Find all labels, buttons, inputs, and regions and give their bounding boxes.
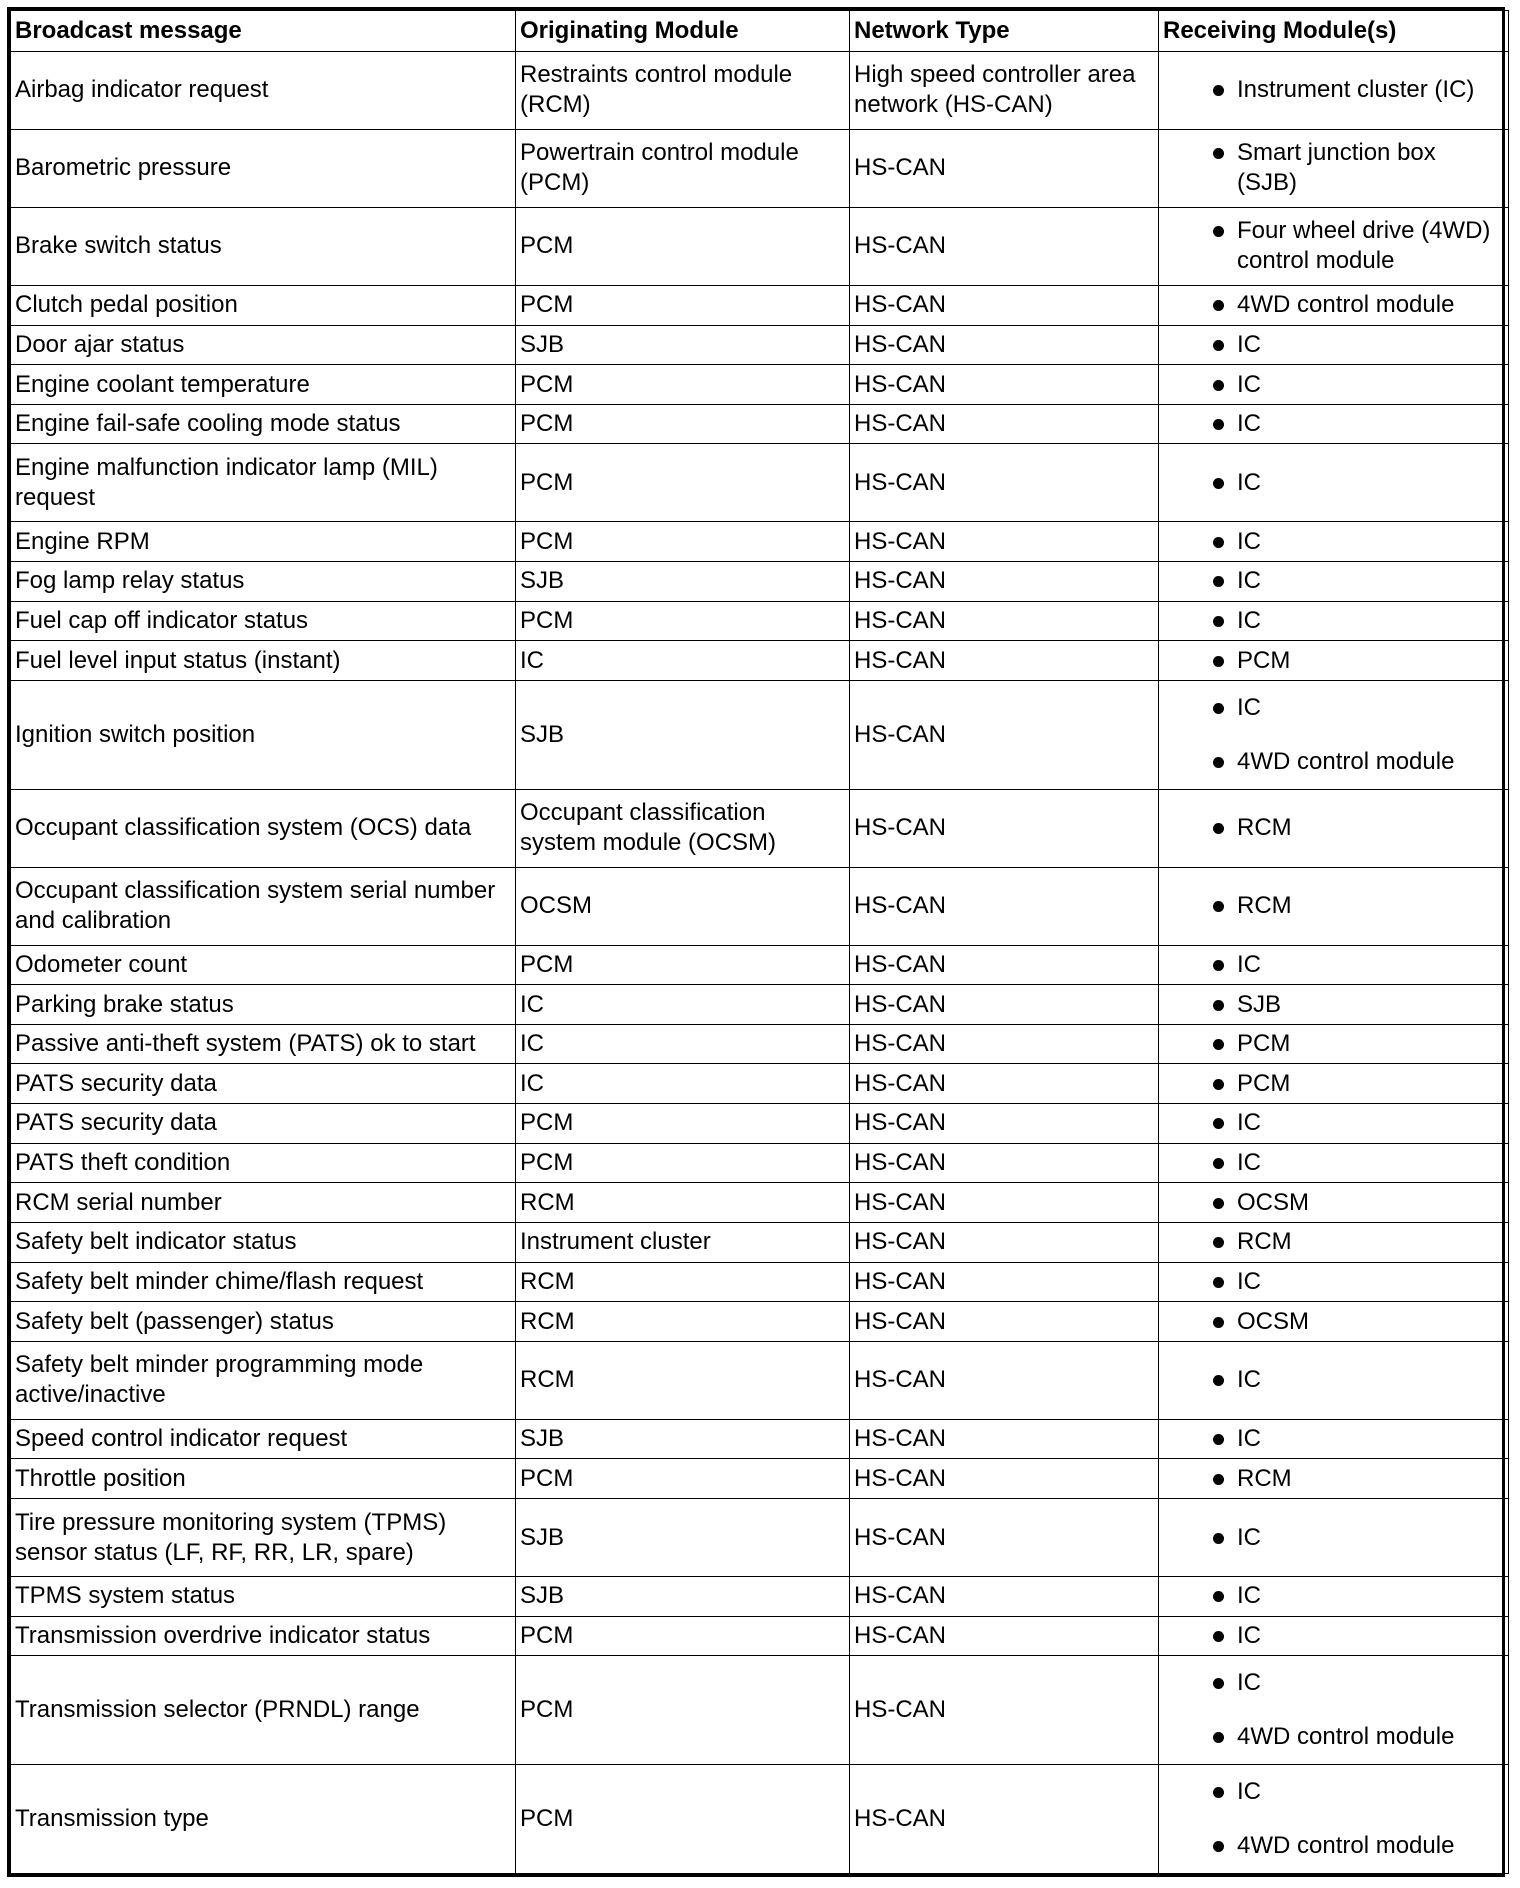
receiving-modules-list	[1163, 468, 1502, 498]
broadcast-message-cell: Engine malfunction indicator lamp (MIL) request	[11, 444, 516, 522]
receiving-module-item: OCSM	[1163, 1307, 1502, 1337]
network-type-cell: HS-CAN	[850, 325, 1159, 365]
receiving-modules-cell	[1159, 601, 1509, 641]
table-row	[11, 1024, 1509, 1064]
receiving-modules-cell	[1159, 129, 1509, 207]
originating-module-cell: Restraints control module (RCM)	[516, 52, 850, 130]
receiving-module-item: IC	[1163, 1581, 1502, 1611]
network-type-cell: HS-CAN	[850, 1183, 1159, 1223]
originating-module-cell: SJB	[516, 325, 850, 365]
broadcast-message-cell: Barometric pressure	[11, 129, 516, 207]
network-type-cell: HS-CAN	[850, 601, 1159, 641]
originating-module-cell: SJB	[516, 1577, 850, 1617]
receiving-modules-cell	[1159, 404, 1509, 444]
receiving-module-item: IC	[1163, 468, 1502, 498]
receiving-modules-cell	[1159, 285, 1509, 325]
broadcast-message-cell: Ignition switch position	[11, 680, 516, 789]
table-row	[11, 562, 1509, 602]
table-row	[11, 1262, 1509, 1302]
originating-module-cell: RCM	[516, 1183, 850, 1223]
network-type-cell: HS-CAN	[850, 1499, 1159, 1577]
receiving-modules-list	[1163, 1148, 1502, 1178]
network-type-cell: HS-CAN	[850, 404, 1159, 444]
table-row	[11, 1616, 1509, 1656]
broadcast-message-cell: Airbag indicator request	[11, 52, 516, 130]
broadcast-message-cell: Engine fail-safe cooling mode status	[11, 404, 516, 444]
receiving-module-item: IC	[1163, 693, 1502, 723]
originating-module-cell: PCM	[516, 522, 850, 562]
originating-module-cell: PCM	[516, 1616, 850, 1656]
receiving-module-item: RCM	[1163, 1464, 1502, 1494]
receiving-module-item: IC	[1163, 566, 1502, 596]
receiving-modules-list	[1163, 1424, 1502, 1454]
receiving-modules-cell	[1159, 1302, 1509, 1342]
originating-module-cell: PCM	[516, 207, 850, 285]
receiving-modules-list	[1163, 1523, 1502, 1553]
receiving-modules-cell	[1159, 680, 1509, 789]
network-type-cell: HS-CAN	[850, 1764, 1159, 1873]
network-type-cell: HS-CAN	[850, 1222, 1159, 1262]
receiving-module-item: Four wheel drive (4WD) control module	[1163, 216, 1502, 276]
receiving-modules-list	[1163, 990, 1502, 1020]
network-type-cell: HS-CAN	[850, 641, 1159, 681]
table-row	[11, 680, 1509, 789]
table-row	[11, 1183, 1509, 1223]
receiving-modules-list	[1163, 1777, 1502, 1861]
network-type-cell: HS-CAN	[850, 207, 1159, 285]
receiving-modules-cell	[1159, 867, 1509, 945]
receiving-module-item: IC	[1163, 606, 1502, 636]
originating-module-cell: IC	[516, 985, 850, 1025]
broadcast-message-cell: Odometer count	[11, 945, 516, 985]
table-row	[11, 1104, 1509, 1144]
broadcast-message-cell: Fuel level input status (instant)	[11, 641, 516, 681]
table-row	[11, 1499, 1509, 1577]
receiving-modules-cell	[1159, 444, 1509, 522]
originating-module-cell: SJB	[516, 680, 850, 789]
table-row	[11, 522, 1509, 562]
receiving-modules-cell	[1159, 1577, 1509, 1617]
receiving-module-item: SJB	[1163, 990, 1502, 1020]
table-row	[11, 1064, 1509, 1104]
network-type-cell: HS-CAN	[850, 1459, 1159, 1499]
originating-module-cell: SJB	[516, 1499, 850, 1577]
originating-module-cell: PCM	[516, 285, 850, 325]
broadcast-message-cell: Transmission selector (PRNDL) range	[11, 1656, 516, 1765]
broadcast-message-cell: Tire pressure monitoring system (TPMS) sensor status (LF, RF, RR, LR, spare)	[11, 1499, 516, 1577]
receiving-modules-cell	[1159, 1341, 1509, 1419]
receiving-modules-list	[1163, 1029, 1502, 1059]
table-row	[11, 285, 1509, 325]
receiving-modules-cell	[1159, 52, 1509, 130]
broadcast-message-cell: Safety belt minder chime/flash request	[11, 1262, 516, 1302]
table-row	[11, 365, 1509, 405]
table-row	[11, 789, 1509, 867]
receiving-modules-cell	[1159, 522, 1509, 562]
receiving-modules-list	[1163, 1267, 1502, 1297]
receiving-modules-cell	[1159, 1616, 1509, 1656]
receiving-module-item: IC	[1163, 1424, 1502, 1454]
receiving-module-item: IC	[1163, 950, 1502, 980]
receiving-modules-cell	[1159, 1499, 1509, 1577]
broadcast-message-cell: Parking brake status	[11, 985, 516, 1025]
receiving-module-item: 4WD control module	[1163, 747, 1502, 777]
network-type-cell: HS-CAN	[850, 1341, 1159, 1419]
receiving-module-item: 4WD control module	[1163, 1722, 1502, 1752]
table-row	[11, 1143, 1509, 1183]
broadcast-message-cell: Transmission overdrive indicator status	[11, 1616, 516, 1656]
broadcast-message-cell: Brake switch status	[11, 207, 516, 285]
table-row	[11, 867, 1509, 945]
broadcast-message-cell: Speed control indicator request	[11, 1419, 516, 1459]
network-type-cell: HS-CAN	[850, 867, 1159, 945]
table-row	[11, 129, 1509, 207]
receiving-module-item: RCM	[1163, 891, 1502, 921]
receiving-module-item: PCM	[1163, 1029, 1502, 1059]
receiving-modules-list	[1163, 1069, 1502, 1099]
broadcast-message-cell: Occupant classification system (OCS) data	[11, 789, 516, 867]
receiving-module-item: IC	[1163, 330, 1502, 360]
receiving-module-item: IC	[1163, 1523, 1502, 1553]
header-network-type: Network Type	[850, 11, 1159, 52]
originating-module-cell: RCM	[516, 1341, 850, 1419]
receiving-module-item: IC	[1163, 1267, 1502, 1297]
network-type-cell: High speed controller area network (HS-CAN)	[850, 52, 1159, 130]
receiving-modules-list	[1163, 813, 1502, 843]
receiving-modules-list	[1163, 290, 1502, 320]
receiving-modules-cell	[1159, 1143, 1509, 1183]
receiving-modules-cell	[1159, 1024, 1509, 1064]
receiving-module-item: Smart junction box (SJB)	[1163, 138, 1502, 198]
originating-module-cell: RCM	[516, 1302, 850, 1342]
header-originating-module: Originating Module	[516, 11, 850, 52]
receiving-modules-cell	[1159, 562, 1509, 602]
receiving-modules-cell	[1159, 1222, 1509, 1262]
table-row	[11, 325, 1509, 365]
receiving-modules-list	[1163, 216, 1502, 276]
network-type-cell: HS-CAN	[850, 1577, 1159, 1617]
network-type-cell: HS-CAN	[850, 1419, 1159, 1459]
receiving-module-item: IC	[1163, 1621, 1502, 1651]
broadcast-message-document	[7, 7, 1505, 1877]
broadcast-message-cell: PATS security data	[11, 1104, 516, 1144]
originating-module-cell: PCM	[516, 1764, 850, 1873]
receiving-modules-list	[1163, 950, 1502, 980]
table-row	[11, 1222, 1509, 1262]
broadcast-message-cell: Engine coolant temperature	[11, 365, 516, 405]
receiving-module-item: OCSM	[1163, 1188, 1502, 1218]
network-type-cell: HS-CAN	[850, 129, 1159, 207]
broadcast-message-cell: Throttle position	[11, 1459, 516, 1499]
receiving-modules-list	[1163, 891, 1502, 921]
table-row	[11, 945, 1509, 985]
broadcast-message-cell: Fuel cap off indicator status	[11, 601, 516, 641]
broadcast-message-cell: Door ajar status	[11, 325, 516, 365]
receiving-module-item: Instrument cluster (IC)	[1163, 75, 1502, 105]
originating-module-cell: IC	[516, 1064, 850, 1104]
receiving-modules-cell	[1159, 1104, 1509, 1144]
network-type-cell: HS-CAN	[850, 1302, 1159, 1342]
originating-module-cell: PCM	[516, 1459, 850, 1499]
receiving-modules-cell	[1159, 365, 1509, 405]
receiving-modules-list	[1163, 1227, 1502, 1257]
receiving-module-item: IC	[1163, 1668, 1502, 1698]
network-type-cell: HS-CAN	[850, 365, 1159, 405]
broadcast-message-cell: RCM serial number	[11, 1183, 516, 1223]
table-row	[11, 1577, 1509, 1617]
network-type-cell: HS-CAN	[850, 522, 1159, 562]
receiving-modules-list	[1163, 138, 1502, 198]
broadcast-message-cell: Safety belt (passenger) status	[11, 1302, 516, 1342]
broadcast-message-cell: Engine RPM	[11, 522, 516, 562]
network-type-cell: HS-CAN	[850, 444, 1159, 522]
receiving-module-item: RCM	[1163, 1227, 1502, 1257]
receiving-modules-cell	[1159, 1183, 1509, 1223]
receiving-modules-cell	[1159, 1459, 1509, 1499]
network-type-cell: HS-CAN	[850, 285, 1159, 325]
table-row	[11, 1459, 1509, 1499]
table-row	[11, 444, 1509, 522]
table-row	[11, 641, 1509, 681]
originating-module-cell: PCM	[516, 444, 850, 522]
originating-module-cell: PCM	[516, 1104, 850, 1144]
broadcast-message-cell: PATS theft condition	[11, 1143, 516, 1183]
network-type-cell: HS-CAN	[850, 985, 1159, 1025]
receiving-modules-cell	[1159, 1262, 1509, 1302]
originating-module-cell: OCSM	[516, 867, 850, 945]
originating-module-cell: PCM	[516, 601, 850, 641]
receiving-module-item: IC	[1163, 527, 1502, 557]
broadcast-message-cell: Passive anti-theft system (PATS) ok to start	[11, 1024, 516, 1064]
broadcast-message-cell: Clutch pedal position	[11, 285, 516, 325]
receiving-modules-list	[1163, 1188, 1502, 1218]
originating-module-cell: Occupant classification system module (OCSM)	[516, 789, 850, 867]
receiving-modules-list	[1163, 527, 1502, 557]
receiving-module-item: 4WD control module	[1163, 290, 1502, 320]
receiving-modules-cell	[1159, 325, 1509, 365]
receiving-modules-list	[1163, 1621, 1502, 1651]
receiving-modules-list	[1163, 75, 1502, 105]
receiving-module-item: PCM	[1163, 646, 1502, 676]
receiving-modules-list	[1163, 606, 1502, 636]
network-type-cell: HS-CAN	[850, 1024, 1159, 1064]
broadcast-message-cell: Safety belt minder programming mode active/inactive	[11, 1341, 516, 1419]
originating-module-cell: PCM	[516, 1143, 850, 1183]
receiving-module-item: IC	[1163, 1108, 1502, 1138]
receiving-modules-list	[1163, 370, 1502, 400]
header-row	[11, 11, 1509, 52]
table-row	[11, 1656, 1509, 1765]
network-type-cell: HS-CAN	[850, 1262, 1159, 1302]
receiving-modules-list	[1163, 1581, 1502, 1611]
originating-module-cell: PCM	[516, 404, 850, 444]
receiving-module-item: PCM	[1163, 1069, 1502, 1099]
receiving-modules-list	[1163, 1464, 1502, 1494]
receiving-module-item: 4WD control module	[1163, 1831, 1502, 1861]
originating-module-cell: PCM	[516, 1656, 850, 1765]
receiving-module-item: IC	[1163, 1365, 1502, 1395]
receiving-modules-list	[1163, 1108, 1502, 1138]
receiving-modules-list	[1163, 1365, 1502, 1395]
network-type-cell: HS-CAN	[850, 680, 1159, 789]
receiving-module-item: IC	[1163, 409, 1502, 439]
receiving-modules-cell	[1159, 1764, 1509, 1873]
network-type-cell: HS-CAN	[850, 1656, 1159, 1765]
originating-module-cell: PCM	[516, 365, 850, 405]
receiving-modules-list	[1163, 646, 1502, 676]
broadcast-message-cell: Safety belt indicator status	[11, 1222, 516, 1262]
table-row	[11, 1764, 1509, 1873]
receiving-modules-cell	[1159, 1064, 1509, 1104]
receiving-modules-list	[1163, 1668, 1502, 1752]
broadcast-message-table	[10, 10, 1509, 1874]
table-row	[11, 52, 1509, 130]
originating-module-cell: RCM	[516, 1262, 850, 1302]
receiving-modules-list	[1163, 330, 1502, 360]
receiving-modules-list	[1163, 566, 1502, 596]
table-row	[11, 601, 1509, 641]
receiving-module-item: IC	[1163, 1148, 1502, 1178]
receiving-modules-cell	[1159, 641, 1509, 681]
network-type-cell: HS-CAN	[850, 1143, 1159, 1183]
network-type-cell: HS-CAN	[850, 1064, 1159, 1104]
receiving-modules-list	[1163, 409, 1502, 439]
broadcast-message-cell: PATS security data	[11, 1064, 516, 1104]
originating-module-cell: PCM	[516, 945, 850, 985]
receiving-module-item: IC	[1163, 370, 1502, 400]
network-type-cell: HS-CAN	[850, 1616, 1159, 1656]
table-row	[11, 1419, 1509, 1459]
network-type-cell: HS-CAN	[850, 562, 1159, 602]
network-type-cell: HS-CAN	[850, 1104, 1159, 1144]
broadcast-message-cell: Fog lamp relay status	[11, 562, 516, 602]
receiving-module-item: IC	[1163, 1777, 1502, 1807]
originating-module-cell: Instrument cluster	[516, 1222, 850, 1262]
table-row	[11, 207, 1509, 285]
table-row	[11, 1341, 1509, 1419]
broadcast-message-cell: Transmission type	[11, 1764, 516, 1873]
originating-module-cell: SJB	[516, 1419, 850, 1459]
table-row	[11, 985, 1509, 1025]
header-receiving-modules: Receiving Module(s)	[1159, 11, 1509, 52]
table-row	[11, 1302, 1509, 1342]
broadcast-message-cell: TPMS system status	[11, 1577, 516, 1617]
originating-module-cell: IC	[516, 1024, 850, 1064]
originating-module-cell: Powertrain control module (PCM)	[516, 129, 850, 207]
receiving-modules-cell	[1159, 1656, 1509, 1765]
receiving-modules-cell	[1159, 1419, 1509, 1459]
network-type-cell: HS-CAN	[850, 945, 1159, 985]
receiving-modules-list	[1163, 693, 1502, 777]
receiving-modules-list	[1163, 1307, 1502, 1337]
originating-module-cell: IC	[516, 641, 850, 681]
broadcast-message-cell: Occupant classification system serial number and calibration	[11, 867, 516, 945]
table-row	[11, 404, 1509, 444]
receiving-modules-cell	[1159, 985, 1509, 1025]
receiving-modules-cell	[1159, 789, 1509, 867]
network-type-cell: HS-CAN	[850, 789, 1159, 867]
originating-module-cell: SJB	[516, 562, 850, 602]
receiving-modules-cell	[1159, 945, 1509, 985]
receiving-module-item: RCM	[1163, 813, 1502, 843]
header-broadcast-message: Broadcast message	[11, 11, 516, 52]
receiving-modules-cell	[1159, 207, 1509, 285]
